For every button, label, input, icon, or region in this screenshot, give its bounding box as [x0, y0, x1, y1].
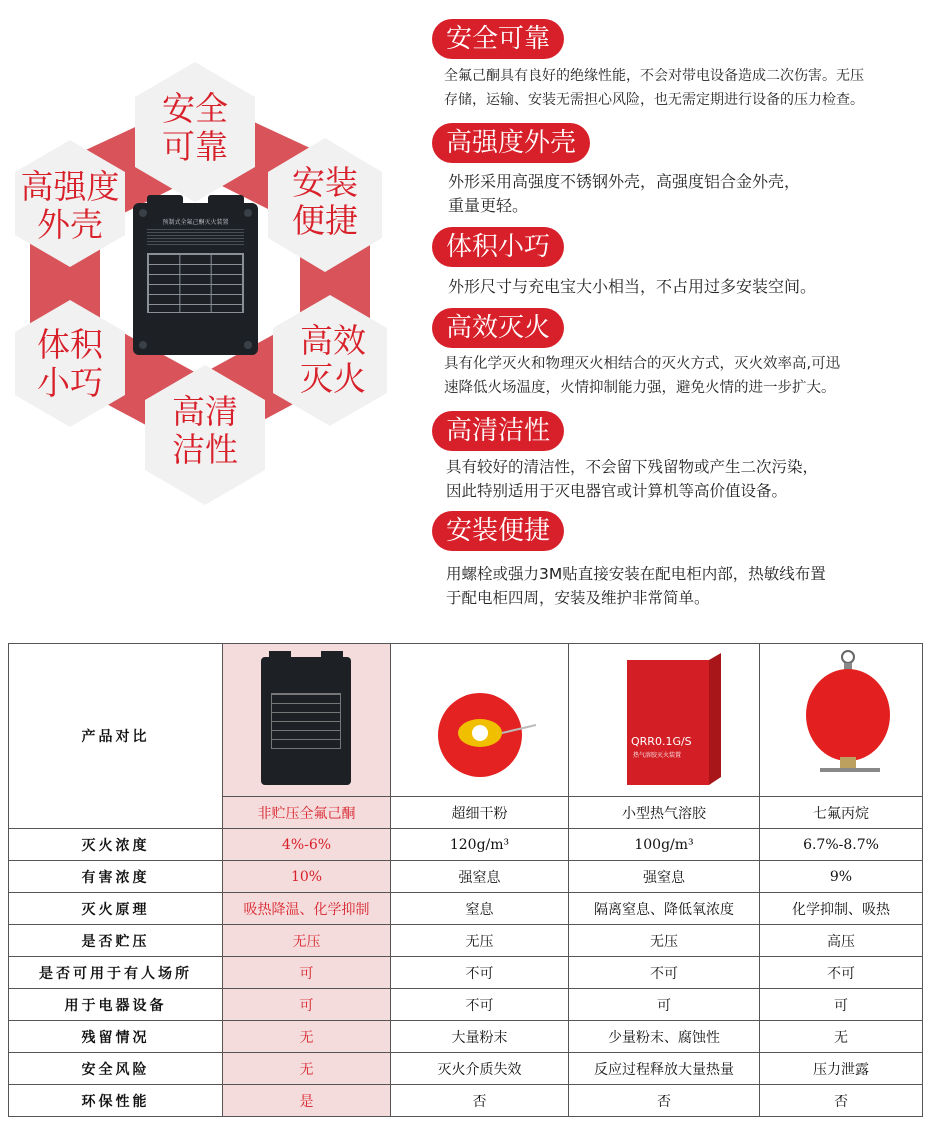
table-image-row [9, 644, 923, 797]
table-row [9, 829, 923, 861]
table-cell: 无 [223, 1053, 391, 1085]
row-label: 安全风险 [9, 1053, 223, 1085]
table-cell: 否 [760, 1085, 923, 1117]
device-title: 预制式全氟己酮灭火装置 [162, 219, 229, 226]
hex-lower-right-label: 高效 灭火 [300, 321, 366, 398]
table-cell: 无压 [223, 925, 391, 957]
table-cell: 不可 [391, 989, 569, 1021]
table-cell: 压力泄露 [760, 1053, 923, 1085]
canister-sub-label: 热气溶胶灭火装置 [633, 752, 682, 759]
table-cell: 化学抑制、吸热 [760, 893, 923, 925]
row-label: 用于电器设备 [9, 989, 223, 1021]
table-cell: 可 [223, 957, 391, 989]
table-cell: 无压 [569, 925, 760, 957]
row-label: 灭火浓度 [9, 829, 223, 861]
feature-title-clean: 高清洁性 [432, 411, 564, 451]
hex-top-label: 安全 可靠 [162, 89, 228, 166]
table-cell: 可 [760, 989, 923, 1021]
table-cell: 少量粉末、腐蚀性 [569, 1021, 760, 1053]
feature-title-compact: 体积小巧 [432, 227, 564, 267]
canister-label: QRR0.1G/S [631, 735, 692, 748]
product-name-2: 超细干粉 [391, 797, 569, 829]
table-row [9, 1085, 923, 1117]
table-cell: 10% [223, 861, 391, 893]
table-header-label: 产品对比 [9, 644, 223, 829]
table-row [9, 1021, 923, 1053]
table-cell: 强窒息 [569, 861, 760, 893]
table-cell: 可 [569, 989, 760, 1021]
row-label: 是否可用于有人场所 [9, 957, 223, 989]
feature-desc-clean: 具有较好的清洁性，不会留下残留物或产生二次污染， 因此特别适用于灭电器官或计算机等高价值设备。 [446, 458, 819, 500]
feature-desc-safe: 全氟己酮具有良好的绝缘性能，不会对带电设备造成二次伤害。无压 存储，运输、安装无需担心风险，也无需定期进行设备的压力检查。 [444, 68, 864, 108]
feature-desc-shell: 外形采用高强度不锈钢外壳，高强度铝合金外壳， 重量更轻。 [448, 172, 801, 215]
table-row [9, 925, 923, 957]
extinguisher-device-image [133, 203, 258, 355]
feature-desc-compact: 外形尺寸与充电宝大小相当，不占用过多安装空间。 [448, 277, 817, 296]
feature-desc-install: 用螺栓或强力3M贴直接安装在配电柜内部，热敏线布置 于配电柜四周，安装及维护非常简单。 [446, 565, 826, 607]
table-row [9, 1053, 923, 1085]
feature-title-install: 安装便捷 [432, 511, 564, 551]
table-row [9, 957, 923, 989]
product-image-perfluorohexanone [223, 644, 391, 797]
table-cell: 吸热降温、化学抑制 [223, 893, 391, 925]
table-cell: 不可 [760, 957, 923, 989]
table-cell: 是 [223, 1085, 391, 1117]
table-cell: 不可 [569, 957, 760, 989]
feature-title-shell: 高强度外壳 [432, 123, 590, 163]
table-cell: 灭火介质失效 [391, 1053, 569, 1085]
table-cell: 无 [760, 1021, 923, 1053]
table-cell: 100g/m³ [569, 829, 760, 861]
product-image-ultrafine-powder [391, 644, 569, 797]
table-cell: 6.7%-8.7% [760, 829, 923, 861]
table-cell: 9% [760, 861, 923, 893]
product-name-4: 七氟丙烷 [760, 797, 923, 829]
table-cell: 否 [569, 1085, 760, 1117]
table-cell: 窒息 [391, 893, 569, 925]
feature-title-efficient: 高效灭火 [432, 308, 564, 348]
hex-bottom-label: 高清 洁性 [172, 392, 238, 469]
table-cell: 4%-6% [223, 829, 391, 861]
comparison-table [8, 643, 923, 1117]
feature-desc-efficient: 具有化学灭火和物理灭火相结合的灭火方式，灭火效率高,可迅 速降低火场温度，火情抑制能力强，避免火情的进一步扩大。 [444, 356, 841, 396]
table-cell: 大量粉末 [391, 1021, 569, 1053]
table-cell: 无 [223, 1021, 391, 1053]
product-name-3: 小型热气溶胶 [569, 797, 760, 829]
product-image-hot-aerosol [569, 644, 760, 797]
table-cell: 强窒息 [391, 861, 569, 893]
table-cell: 高压 [760, 925, 923, 957]
row-label: 残留情况 [9, 1021, 223, 1053]
table-cell: 无压 [391, 925, 569, 957]
hex-upper-left-label: 高强度 外壳 [20, 167, 120, 244]
table-row [9, 861, 923, 893]
product-name-1: 非贮压全氟己酮 [223, 797, 391, 829]
table-cell: 隔离窒息、降低氧浓度 [569, 893, 760, 925]
row-label: 灭火原理 [9, 893, 223, 925]
feature-title-safe: 安全可靠 [432, 19, 564, 59]
table-cell: 可 [223, 989, 391, 1021]
table-cell: 不可 [391, 957, 569, 989]
table-row [9, 989, 923, 1021]
row-label: 是否贮压 [9, 925, 223, 957]
row-label: 有害浓度 [9, 861, 223, 893]
row-label: 环保性能 [9, 1085, 223, 1117]
table-cell: 反应过程释放大量热量 [569, 1053, 760, 1085]
table-cell: 否 [391, 1085, 569, 1117]
table-cell: 120g/m³ [391, 829, 569, 861]
table-row [9, 893, 923, 925]
product-image-heptafluoropropane [760, 644, 923, 797]
hex-upper-right-label: 安装 便捷 [292, 163, 358, 240]
feature-hex-diagram [0, 0, 420, 520]
hex-lower-left-label: 体积 小巧 [37, 325, 103, 402]
